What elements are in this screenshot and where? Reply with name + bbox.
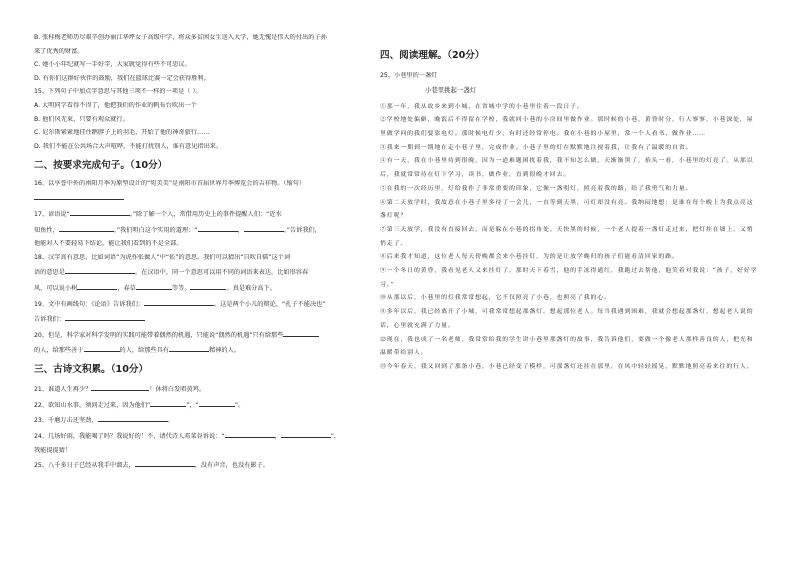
q23-text-a: 23、千磨万击还坚劲， — [34, 417, 98, 425]
paragraph-8: ⑧后来我才知道，这位老人每天傍晚都会来小巷挂灯，为的是让放学晚归的孩子们能看清回家的路。 — [380, 254, 679, 261]
q17-line3: 他能对人不要轻易下结论，能让我们看到的不是全部。 — [34, 240, 183, 248]
q17-text-b: 。”除了解一个人，常借用历史上的事件提醒人们：“近水 — [129, 210, 282, 218]
q18-blank-4[interactable] — [190, 283, 226, 290]
q20-text-c: 的人，给那些具有 — [119, 347, 169, 355]
q24-line1 — [34, 431, 364, 441]
paragraph-9: ⑨一个冬日的黄昏，我看见老人又来挂灯了，那时天下着雪，他的手冻得通红，我跑过去帮他，他笑着对我说：“孩子，好好学习。” — [380, 268, 758, 288]
q17-text-e: ， — [237, 226, 244, 234]
section-2-title: 二、按要求完成句子。（10分） — [34, 159, 168, 171]
q20-line1 — [34, 330, 364, 340]
q18-text-c: 风，可以说小树 — [34, 284, 78, 292]
q23 — [34, 415, 364, 425]
q17-text-d: 。”我们明白这个实用的道理：“ — [113, 226, 198, 234]
q18-text-d: ，春草 — [117, 284, 136, 292]
paragraph-4: ④有一天，我在小巷里待到很晚，因为一道难题困扰着我，我不知怎么做，天渐渐黑了，抬头一看，小巷里的灯亮了。从那以后，我就常常待在灯下学习，读书，做作业，直到很晚才回去。 — [380, 158, 754, 179]
q20-blank-2[interactable] — [84, 345, 120, 352]
paragraph-12: ⑫现在，我也成了一名老师，我常常给我的学生讲小巷里那盏灯的故事，我告诉他们，要做一个像老人那样善良的人，把光和温暖带给别人。 — [380, 336, 754, 357]
q15-option-c: C. 尼尔斯紧紧地挂住鹅脖子上的羽毛，开始了他的神奇旅行…… — [34, 129, 210, 137]
q17-blank-1[interactable] — [70, 209, 130, 216]
story-body — [380, 101, 760, 375]
q18-line1: 18、汉字真有意思，比如词语“为虎作伥做人”中“伥”的意思。我们可以猜出“自吹自擂”这个词 — [34, 253, 291, 261]
q22-text-a: 22、欲知山水事，须问走过来，因为他们“ — [34, 401, 151, 409]
q24-blank-1[interactable] — [225, 431, 275, 438]
q20-text-a: 20、但是，科学家对科学发明的实践可能带着偶然的机遇，只能说“偶然的机遇”只有给那些 — [34, 331, 284, 339]
q25-text-b: ，没有声音，也没有影子。 — [194, 462, 269, 470]
reading-label: 25、小巷里的一盏灯 — [380, 72, 438, 79]
q18-text-b: 。在汉语中，同一个意思可以用不同的词语来表达，比如形容春 — [134, 269, 309, 277]
q21 — [34, 384, 364, 394]
q19-text-c: 告诉我们： — [34, 316, 65, 324]
q25-blank[interactable] — [135, 460, 195, 467]
left-column — [34, 34, 364, 476]
q18-text-e: 等等。 — [171, 284, 191, 292]
q20-text-d: 精神的人。 — [209, 347, 240, 355]
story-title: 小巷里挑起一盏灯 — [425, 85, 477, 94]
q18-blank-1[interactable] — [65, 267, 135, 274]
q24-text-c: ”， — [330, 433, 341, 441]
paragraph-5: ⑤在我的一次经历里，灯给我作了非常重要的印象，它像一盏明灯，照亮着我的路，给了我勇气和力量。 — [380, 185, 693, 192]
paragraph-13: ⑬今年春天，我又回到了那条小巷，小巷已经变了模样，可那盏灯还挂在那里，在风中轻轻摇晃，默默地照亮着来往的行人。 — [380, 363, 754, 370]
q19-line1 — [34, 299, 364, 309]
q17-blank-2[interactable] — [59, 225, 114, 232]
q22-blank-1[interactable] — [150, 400, 186, 407]
q19-blank-1[interactable] — [144, 299, 214, 306]
q17-text-f: 。”告诉我们， — [283, 226, 321, 234]
q18-text-f: 。真是难分高下。 — [226, 284, 276, 292]
q24-text-a: 24、几场好雨，我能喝了吗？我说好的！不，请代诗人邓菜谷诉说：“ — [34, 433, 225, 441]
section-3-title: 三、古诗文积累。（10分） — [34, 364, 149, 376]
q24-text-b: ， — [274, 433, 281, 441]
q15-option-d: D. 我们不能在公共场合大声喧哗，不能打扰别人，谁有意见指出来。 — [34, 142, 223, 150]
q23-text-b: 。 — [167, 417, 174, 425]
q19-line2 — [34, 314, 364, 324]
q25 — [34, 460, 364, 470]
q17-line1 — [34, 209, 364, 219]
q23-blank[interactable] — [98, 415, 168, 422]
q24-line2: 我能提提猜！ — [34, 446, 72, 454]
choice-b-line2: 来了优秀的财富。 — [34, 47, 84, 55]
choice-b-line1: B. 张桂梅老师历尽艰辛创办丽江华坪女子高级中学，将众多贫困女生送入大学，她无愧是伟大的付出的子孙 — [34, 34, 327, 41]
q19-blank-2[interactable] — [65, 314, 145, 321]
q19-text-b: 。这是两个小儿的辩论，“孔子不能决也” — [213, 300, 326, 308]
paragraph-3: ③我来一期到一期地在走小巷子里，完成作业。小巷子里的灯在默默地注视着我，让我有了温暖的自省。 — [380, 144, 693, 151]
q17-line2 — [34, 225, 364, 235]
paragraph-10: ⑩从那以后，小巷里的灯我常常想起，它不仅照亮了小巷，也照亮了我的心。 — [380, 295, 611, 302]
q22-text-b: ”，“ — [186, 401, 199, 409]
right-column — [380, 34, 760, 375]
paragraph-1: ①那一年，我从故乡来到小城，在省城中学的小巷里住着一段日子。 — [380, 103, 584, 110]
q21-text-b: ！休将白发唱黄鸡。 — [149, 386, 206, 394]
q20-blank-3[interactable] — [169, 345, 209, 352]
q20-text-b: 的人，给那些善于 — [34, 347, 84, 355]
q20-blank-1[interactable] — [283, 330, 319, 337]
q16-answer-line — [34, 193, 364, 203]
paragraph-6: ⑥第二天放学时，我故意在小巷子里多待了一会儿，一直等到天黑，可灯却没有亮。我纳闷地想：是谁在每个晚上为我点亮这盏灯呢？ — [380, 199, 754, 220]
q15-option-a: A. 大明同学看得不得了，他把我们的作业的帆布台吹出一个 — [34, 101, 197, 109]
q18-line3 — [34, 283, 364, 293]
q18-blank-3[interactable] — [136, 283, 172, 290]
q18-text-a: 语的意思是 — [34, 269, 65, 277]
q22-blank-2[interactable] — [199, 400, 235, 407]
q16-stem: 16、以享誉中外的南阳月季为原型设计的“宛美美”是南阳市首届世界月季博览会的吉祥物。（缩句） — [34, 179, 306, 187]
q24-blank-2[interactable] — [281, 431, 331, 438]
q25-text-a: 25、八千多日子已经从我手中溜去， — [34, 462, 135, 470]
choice-d: D. 有你们这群好伙伴的鼓励，我们在篮球比赛一定会获得胜利。 — [34, 74, 210, 82]
q22 — [34, 400, 364, 410]
q17-text-a: 17、谚语说“ — [34, 210, 70, 218]
q18-line2 — [34, 267, 364, 277]
q21-text-a: 21、谁道人生再少？ — [34, 386, 92, 394]
q18-blank-2[interactable] — [77, 283, 117, 290]
q17-blank-3[interactable] — [198, 225, 238, 232]
paragraph-2: ②学校地处偏僻，晚饭后不得留在学校，我就回小巷的小房间里做作业。那时候的小巷，黄昏时分，行人寥寥，小巷深处，屋里做学问的我们要靠电灯。那时候电灯少，有时还经常停电。我在小巷的小屋里，常一个人看书、做作业…… — [380, 117, 754, 137]
q20-line2 — [34, 345, 364, 355]
choice-c: C. 她小小年纪就写一手好字，大家就觉得有些不可思议。 — [34, 61, 191, 69]
q17-blank-4[interactable] — [244, 225, 284, 232]
q15-option-b: B. 他们风无束，只要有观众就行。 — [34, 115, 129, 123]
q22-text-c: ”。 — [234, 401, 245, 409]
paragraph-7: ⑦第三天放学，我没有直接回去，而是躲在小巷的拐角处。天快黑的时候，一个老人提着一盏灯走过来，把灯挂在墙上，又悄悄走了。 — [380, 226, 754, 247]
q16-blank[interactable] — [34, 193, 124, 200]
q21-blank[interactable] — [91, 384, 149, 391]
q17-text-c: 知鱼性， — [34, 226, 59, 234]
q19-text-a: 19、文中有画线句：《论语》告诉我们： — [34, 300, 144, 308]
paragraph-11: ⑪多年以后，我已经离开了小城，可我常常想起那盏灯，想起那位老人。每当我遇到困难，我就会想起那盏灯，想起老人说的话，心里就充满了力量。 — [380, 309, 754, 329]
section-4-title: 四、阅读理解。（20分） — [380, 50, 485, 61]
q15-stem: 15、下列句子中加点字意思与其他三项不一样的一项是（ ）。 — [34, 88, 202, 96]
